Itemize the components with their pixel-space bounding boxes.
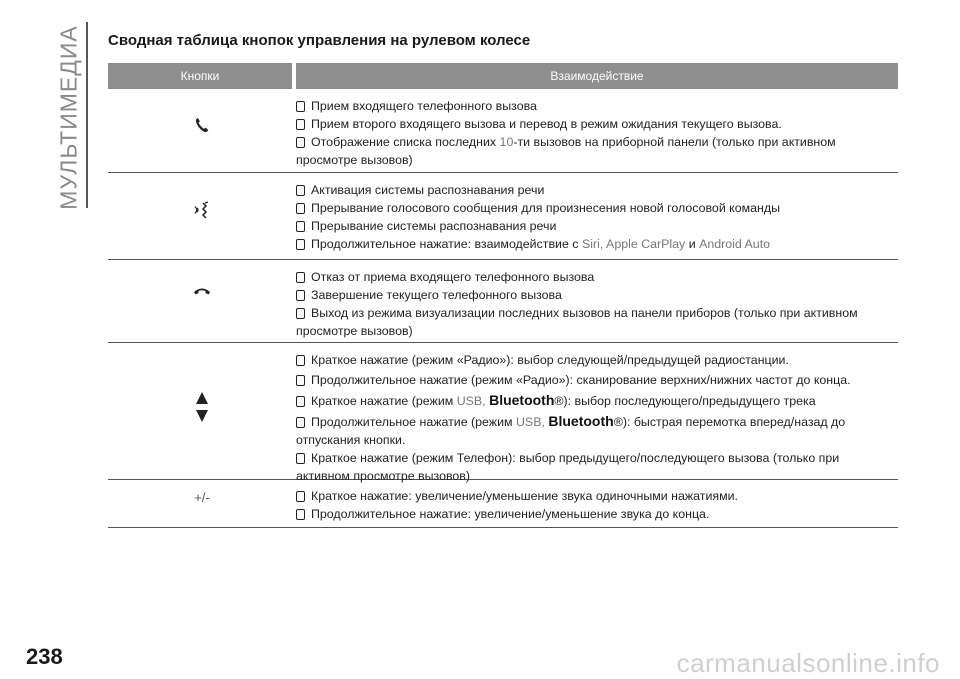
voice-recognition-icon (194, 201, 210, 224)
table-row (108, 343, 898, 483)
key-cell (108, 89, 296, 172)
phone-answer-icon (195, 117, 209, 138)
watermark: carmanualsonline.info (676, 648, 940, 678)
table-row (108, 260, 898, 343)
list-item: Краткое нажатие (режим «Радио»): выбор следующей/предыдущей радиостанции. (296, 351, 892, 369)
list-item: Активация системы распознавания речи (296, 181, 892, 199)
table-row (108, 173, 898, 260)
checkbox-square-icon (296, 308, 305, 319)
list-item: Прерывание системы распознавания речи (296, 217, 892, 235)
section-side-title-text: МУЛЬТИМЕДИА (55, 24, 82, 210)
list-item: Краткое нажатие (режим Телефон): выбор предыдущего/последующего вызова (только при активном просмотре вызовов) (296, 451, 840, 483)
checkbox-square-icon (296, 185, 305, 196)
key-cell (108, 343, 296, 479)
phone-hangup-icon (193, 283, 211, 301)
list-item: Краткое нажатие (режим USB, Bluetooth®): выбор последующего/предыдущего трека (296, 391, 892, 410)
list-item: Продолжительное нажатие: увеличение/уменьшение звука до конца. (296, 505, 892, 523)
checkbox-square-icon (296, 417, 305, 428)
list-item: Выход из режима визуализации последних вызовов на панели приборов (только при активном просмотре вызовов) (296, 306, 858, 338)
checkbox-square-icon (296, 119, 305, 130)
list-item: Отказ от приема входящего телефонного вызова (296, 268, 892, 286)
table-row (108, 480, 898, 528)
checkbox-square-icon (296, 239, 305, 250)
arrow-up-icon (196, 392, 208, 404)
table-header (108, 63, 898, 89)
checkbox-square-icon (296, 101, 305, 112)
header-interaction: Взаимодействие (296, 63, 898, 89)
checkbox-square-icon (296, 137, 305, 148)
controls-table (108, 63, 898, 528)
key-cell (108, 260, 296, 342)
key-cell (108, 173, 296, 259)
checkbox-square-icon (296, 203, 305, 214)
list-item: Прием входящего телефонного вызова (296, 97, 892, 115)
checkbox-square-icon (296, 290, 305, 301)
checkbox-square-icon (296, 221, 305, 232)
list-item: Отображение списка последних 10-ти вызовов на приборной панели (только при активном просмотре вызовов) (296, 135, 836, 167)
side-divider (86, 22, 88, 208)
list-item: Прием второго входящего вызова и перевод в режим ожидания текущего вызова. (296, 115, 892, 133)
table-row (108, 89, 898, 173)
section-side-title (56, 22, 82, 212)
key-cell (108, 480, 296, 527)
checkbox-square-icon (296, 453, 305, 464)
checkbox-square-icon (296, 375, 305, 386)
list-item: Краткое нажатие: увеличение/уменьшение звука одиночными нажатиями. (296, 487, 892, 505)
up-down-arrows-icon (196, 392, 208, 422)
list-item: Продолжительное нажатие (режим USB, Bluetooth®): быстрая перемотка вперед/назад до отпускания кнопки. (296, 413, 846, 447)
checkbox-square-icon (296, 491, 305, 502)
page-title: Сводная таблица кнопок управления на рулевом колесе (108, 32, 531, 49)
arrow-down-icon (196, 410, 208, 422)
list-item: Продолжительное нажатие (режим «Радио»): сканирование верхних/нижних частот до конца. (296, 371, 892, 389)
list-item: Продолжительное нажатие: взаимодействие с Siri, Apple CarPlay и Android Auto (296, 235, 892, 253)
checkbox-square-icon (296, 396, 305, 407)
list-item: Прерывание голосового сообщения для произнесения новой голосовой команды (296, 199, 892, 217)
checkbox-square-icon (296, 509, 305, 520)
checkbox-square-icon (296, 355, 305, 366)
volume-key-label: +/- (194, 490, 210, 505)
checkbox-square-icon (296, 272, 305, 283)
list-item: Завершение текущего телефонного вызова (296, 286, 892, 304)
page-number: 238 (26, 644, 63, 669)
header-buttons: Кнопки (108, 63, 292, 89)
